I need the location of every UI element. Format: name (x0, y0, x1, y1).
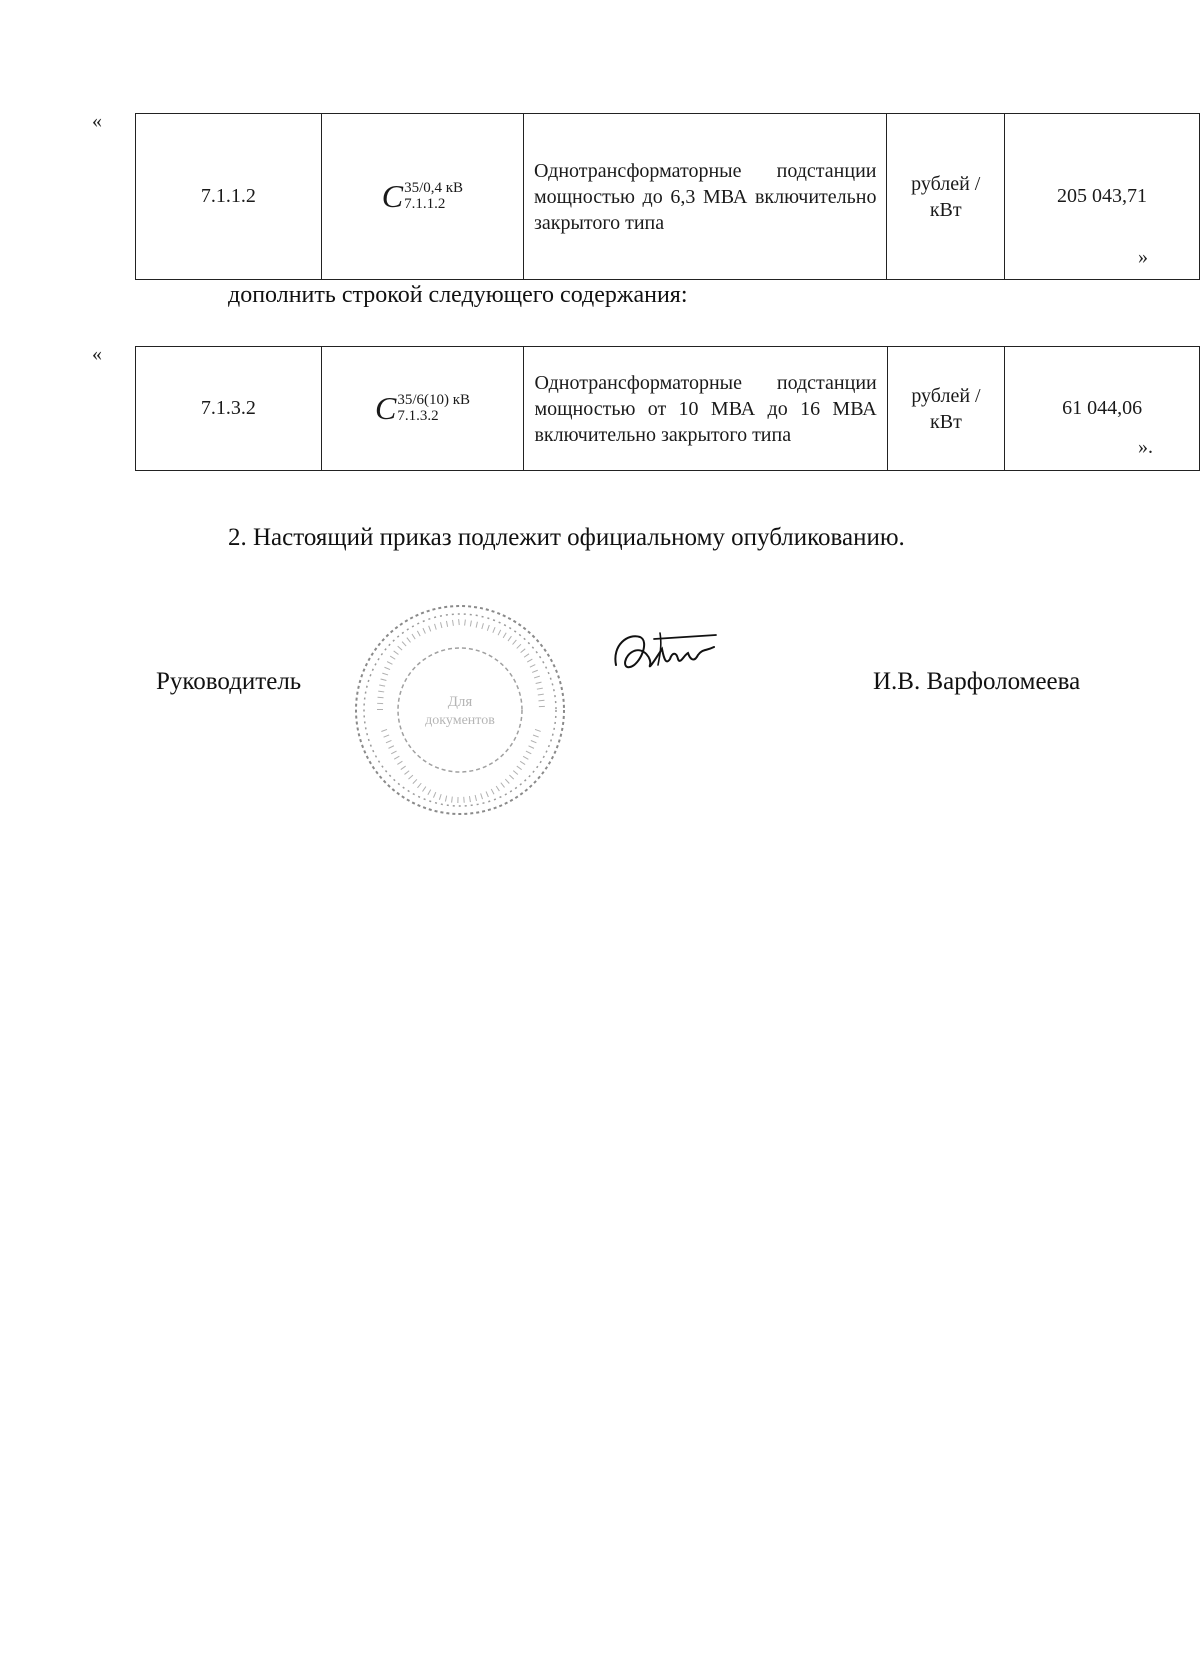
table1-open-quote: « (92, 110, 102, 132)
table1-close-quote: » (1138, 246, 1148, 268)
addition-text: дополнить строкой следующего содержания: (228, 282, 688, 308)
tariff-table-1 (135, 113, 1200, 280)
row-description: Однотрансформаторные подстанции мощностью до 6,3 МВА включительно закрытого типа (523, 114, 887, 280)
stamp-text-1: Для (447, 694, 473, 710)
row-value: 61 044,06 (1005, 347, 1200, 471)
row-number: 7.1.1.2 (136, 114, 322, 280)
official-stamp (350, 600, 570, 820)
row-description: Однотрансформаторные подстанции мощностью от 10 МВА до 16 МВА включительно закрытого типа (524, 347, 887, 471)
row-unit: рублей /кВт (887, 347, 1004, 471)
formula-subscript: 7.1.1.2 (404, 196, 446, 212)
row-value: 205 043,71 (1004, 114, 1199, 280)
signatory-name: И.В. Варфоломеева (873, 668, 1081, 695)
publication-paragraph: 2. Настоящий приказ подлежит официальному опубликованию. (228, 524, 905, 551)
rate-formula (321, 347, 524, 471)
formula-symbol: C (381, 178, 404, 214)
tariff-table-2 (135, 346, 1200, 471)
rate-formula (321, 114, 523, 280)
row-number: 7.1.3.2 (136, 347, 322, 471)
table-row (136, 114, 1200, 280)
row-unit: рублей /кВт (887, 114, 1005, 280)
table2-open-quote: « (92, 343, 102, 365)
formula-superscript: 35/0,4 кВ (404, 180, 464, 196)
formula-superscript: 35/6(10) кВ (397, 392, 471, 408)
formula-subscript: 7.1.3.2 (397, 408, 439, 424)
formula-symbol: C (375, 390, 397, 426)
table2-close-quote: ». (1138, 436, 1153, 458)
table-row (136, 347, 1200, 471)
stamp-text-2: документов (425, 713, 495, 728)
position-title: Руководитель (156, 668, 302, 695)
handwritten-signature (610, 625, 720, 685)
